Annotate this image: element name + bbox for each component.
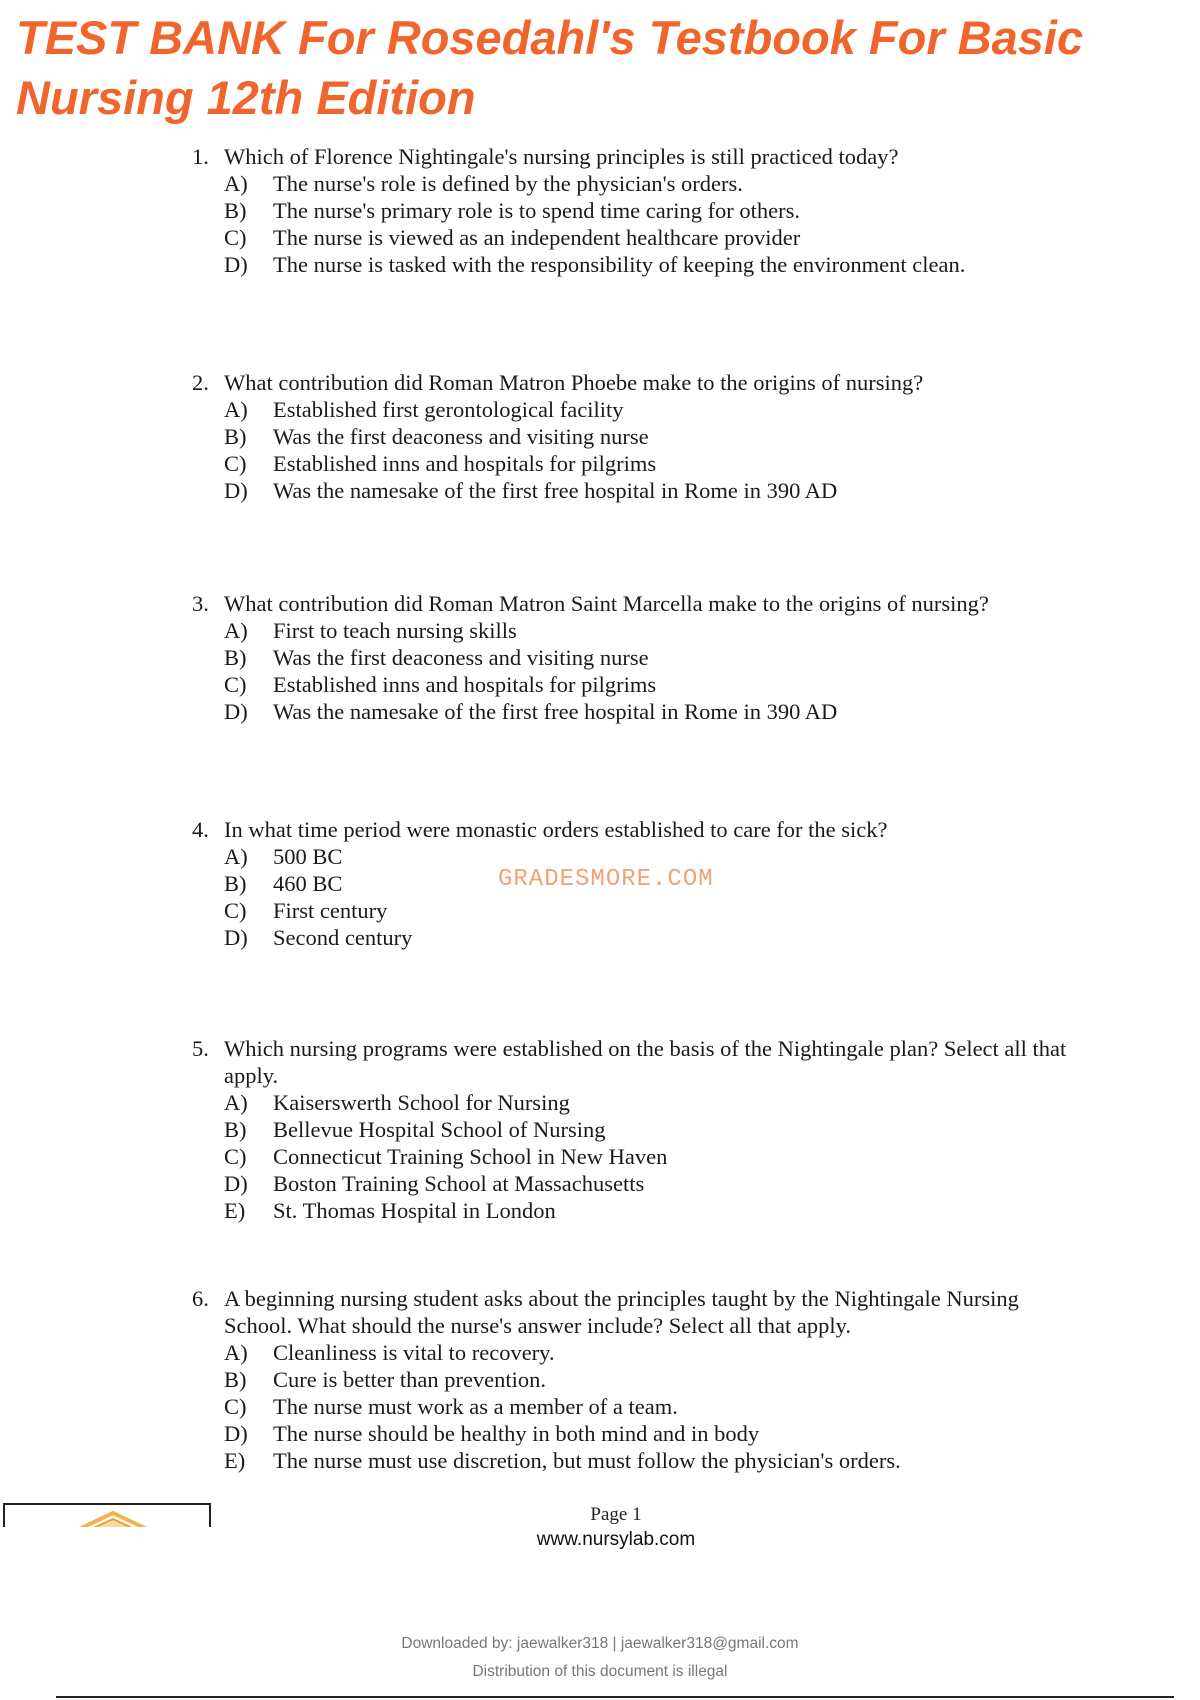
question-2 <box>192 369 1092 504</box>
option-letter: B) <box>224 424 247 449</box>
question-text: Which nursing programs were established on the basis of the Nightingale plan? Select all that apply. <box>224 1036 1067 1088</box>
option-text: Was the first deaconess and visiting nurse <box>273 424 649 449</box>
answer-option <box>224 671 1092 698</box>
question-text: A beginning nursing student asks about the principles taught by the Nightingale Nursing School. What should the nurse's answer include? Select all that apply. <box>224 1286 1019 1338</box>
answer-option <box>224 644 1092 671</box>
answer-option <box>224 1420 1092 1447</box>
distribution-notice: Distribution of this document is illegal <box>472 1663 728 1680</box>
watermark: GRADESMORE.COM <box>498 866 714 893</box>
page-number: Page 1 <box>590 1504 642 1525</box>
answer-option <box>224 170 1092 197</box>
option-letter: C) <box>224 1144 247 1169</box>
question-number: 1. <box>192 144 209 169</box>
question-number: 4. <box>192 817 209 842</box>
question-3 <box>192 590 1092 725</box>
option-letter: C) <box>224 898 247 923</box>
option-text: Connecticut Training School in New Haven <box>273 1144 668 1169</box>
question-1 <box>192 143 1092 278</box>
option-text: Established inns and hospitals for pilgrims <box>273 451 657 476</box>
option-letter: B) <box>224 198 247 223</box>
option-text: Established first gerontological facility <box>273 397 624 422</box>
answer-option <box>224 1197 1092 1224</box>
option-letter: A) <box>224 1090 248 1115</box>
answer-option <box>224 396 1092 423</box>
option-letter: D) <box>224 1421 248 1446</box>
option-letter: A) <box>224 844 248 869</box>
option-text: Was the namesake of the first free hospital in Rome in 390 AD <box>273 699 838 724</box>
answer-option <box>224 1143 1092 1170</box>
option-letter: E) <box>224 1198 246 1223</box>
option-text: 500 BC <box>273 844 343 869</box>
question-text: What contribution did Roman Matron Phoebe make to the origins of nursing? <box>224 370 924 395</box>
answer-option <box>224 1339 1092 1366</box>
question-number: 2. <box>192 370 209 395</box>
answer-option <box>224 924 1092 951</box>
answer-option <box>224 1170 1092 1197</box>
answer-option <box>224 897 1092 924</box>
option-text: First century <box>273 898 388 923</box>
answer-option <box>224 698 1092 725</box>
question-text: Which of Florence Nightingale's nursing principles is still practiced today? <box>224 144 899 169</box>
question-text: What contribution did Roman Matron Saint Marcella make to the origins of nursing? <box>224 591 989 616</box>
answer-option <box>224 1366 1092 1393</box>
question-text: In what time period were monastic orders established to care for the sick? <box>224 817 888 842</box>
option-letter: D) <box>224 478 248 503</box>
answer-option <box>224 224 1092 251</box>
answer-option <box>224 197 1092 224</box>
answer-option <box>224 1447 1092 1474</box>
question-number: 5. <box>192 1036 209 1061</box>
answer-option <box>224 617 1092 644</box>
option-text: Cure is better than prevention. <box>273 1367 547 1392</box>
option-text: The nurse is viewed as an independent healthcare provider <box>273 225 801 250</box>
option-letter: C) <box>224 672 247 697</box>
download-notice <box>0 1630 1200 1686</box>
option-letter: A) <box>224 618 248 643</box>
answer-option <box>224 1393 1092 1420</box>
option-letter: A) <box>224 171 248 196</box>
option-letter: D) <box>224 925 248 950</box>
question-number: 6. <box>192 1286 209 1311</box>
answer-option <box>224 1116 1092 1143</box>
question-6 <box>192 1285 1092 1474</box>
option-text: Bellevue Hospital School of Nursing <box>273 1117 606 1142</box>
answer-option <box>224 450 1092 477</box>
option-letter: C) <box>224 225 247 250</box>
option-letter: E) <box>224 1448 246 1473</box>
option-letter: B) <box>224 1367 247 1392</box>
option-text: Established inns and hospitals for pilgrims <box>273 672 657 697</box>
site-url: www.nursylab.com <box>536 1529 696 1550</box>
option-text: Kaiserswerth School for Nursing <box>273 1090 570 1115</box>
option-text: Was the namesake of the first free hospital in Rome in 390 AD <box>273 478 838 503</box>
question-number: 3. <box>192 591 209 616</box>
option-letter: A) <box>224 1340 248 1365</box>
option-text: The nurse's primary role is to spend time caring for others. <box>273 198 801 223</box>
answer-option <box>224 423 1092 450</box>
option-text: 460 BC <box>273 871 343 896</box>
option-letter: A) <box>224 397 248 422</box>
bottom-rule <box>56 1696 1174 1698</box>
option-letter: C) <box>224 451 247 476</box>
document-title: TEST BANK For Rosedahl's Testbook For Basic Nursing 12th Edition <box>16 11 1084 124</box>
option-letter: D) <box>224 252 248 277</box>
option-letter: B) <box>224 871 247 896</box>
option-text: Second century <box>273 925 413 950</box>
option-text: The nurse's role is defined by the physician's orders. <box>273 171 743 196</box>
answer-option <box>224 1089 1092 1116</box>
option-letter: B) <box>224 645 247 670</box>
answer-option <box>224 477 1092 504</box>
option-text: Cleanliness is vital to recovery. <box>273 1340 555 1365</box>
downloaded-by-text: Downloaded by: jaewalker318 | jaewalker318@gmail.com <box>401 1635 799 1652</box>
option-text: First to teach nursing skills <box>273 618 517 643</box>
option-text: The nurse should be healthy in both mind and in body <box>273 1421 760 1446</box>
option-letter: C) <box>224 1394 247 1419</box>
option-letter: B) <box>224 1117 247 1142</box>
question-5 <box>192 1035 1092 1224</box>
option-text: Boston Training School at Massachusetts <box>273 1171 645 1196</box>
option-text: The nurse must use discretion, but must follow the physician's orders. <box>273 1448 901 1473</box>
answer-option <box>224 251 1092 278</box>
option-text: The nurse is tasked with the responsibility of keeping the environment clean. <box>273 252 966 277</box>
option-letter: D) <box>224 699 248 724</box>
option-text: St. Thomas Hospital in London <box>273 1198 556 1223</box>
option-text: Was the first deaconess and visiting nurse <box>273 645 649 670</box>
option-text: The nurse must work as a member of a team. <box>273 1394 678 1419</box>
option-letter: D) <box>224 1171 248 1196</box>
